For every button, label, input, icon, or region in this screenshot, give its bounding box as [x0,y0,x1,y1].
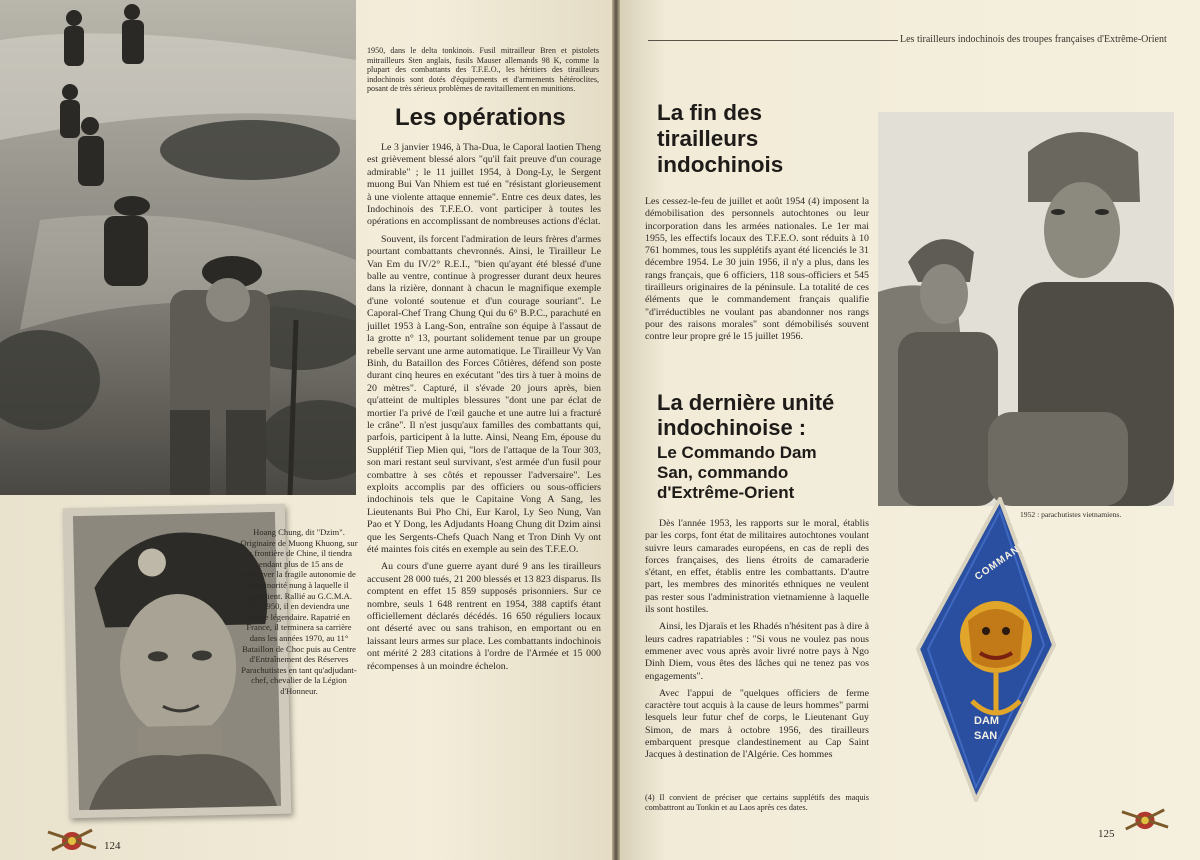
book-gutter [612,0,620,860]
section-title-end: La fin des tirailleurs indochinois [657,100,784,177]
section-title-operations: Les opérations [395,104,566,131]
right-page [620,0,1200,860]
section-title-last-unit: La dernière unité indochinoise : [657,390,835,440]
portrait-caption: Hoang Chung, dit "Dzim". Originaire de Muong Khuong, sur la frontière de Chine, il tiendra pendant plus de 15 ans de préserver la fragile autonomie de la minorité nung à laquelle il appartient. Rallié au G.C.M.A. dès 1950, il en deviendra une figure légendaire. Rapatrié en France, il terminera sa carrière dans les années 1970, au 11° Bataillon de Choc puis au Centre d'Entraînement des Réserves Parachutistes en tant qu'adjudant-chef, chevalier de la Légion d'Honneur. [240,527,358,696]
badge-label-bottom-1: DAM [974,715,1000,727]
running-header: Les tirailleurs indochinois des troupes françaises d'Extrême-Orient [900,34,1167,45]
running-header-rule [648,40,898,41]
unit-insignia-icon-left [46,826,98,852]
badge-label-bottom-2: SAN [974,730,998,742]
paratroopers-caption: 1952 : parachutistes vietnamiens. [1020,510,1122,519]
intro-caption: 1950, dans le delta tonkinois. Fusil mitrailleur Bren et pistolets mitrailleurs Sten anglais, fusils Mauser allemands 98 K, comme la plupart des combattants des T.F.E.O., les héritiers des tirailleurs indochinois sont dotés d'équipements et d'armements hétéroclites, posant de très sérieux problèmes de ravitaillement en munitions. [367,46,599,94]
paratroopers-photo [878,112,1174,506]
operations-paragraph-3: Au cours d'une guerre ayant duré 9 ans les tirailleurs accusent 28 000 tués, 21 200 blessés et 13 823 disparus. Ils comptent en effet 15 859 supposés prisonniers. Sur ce nombre, seuls 1 648 rentrent en 1954, 388 captifs étant officiellement déclarés décédés. 16 650 réguliers locaux ont déserté avec ou sans trahison, en emportant ou en laissant leurs armes sur place. Les combattants indochinois ont mérité 2 283 citations à l'ordre de l'Armée et 15 000 récompenses à un moindre échelon. [367,561,601,672]
page-number-left: 124 [104,840,121,852]
footnote: (4) Il convient de préciser que certains supplétifs des maquis combattront au Tonkin et au Laos après ces dates. [645,793,869,812]
operations-paragraph-2: Souvent, ils forcent l'admiration de leurs frères d'armes pourtant combattants chevronnés. Ainsi, le Tirailleur Le Van Em du IV/2° R.E.I., "bien qu'ayant été blessé d'une balle au ventre, continue à progresser durant deux heures dans la rizière, donnant à chacun le magnifique exemple d'une volonté soutenue et d'un courage souriant". Le Caporal-Chef Trang Chung Qui du 6° B.P.C., parachuté en juillet 1953 à Lang-Son, entraîne son équipe à l'assaut de la grotte n° 13, pourtant solidement tenue par un groupe rebelle servant une arme automatique. Le Tirailleur Vy Van Binh, du Bataillon des Forces Côtières, défend son poste durant cinq heures en exécutant "des tirs à tuer à moins de 20 mètres". Capturé, il s'évade 20 jours après, bien qu'atteint de multiples blessures "dont une par éclat de mortier l'a privé de l'œil gauche et une autre lui a fracturé le crâne". Il n'est jusqu'aux familles des combattants qui, parfois, participent à la lutte. Ainsi, Neang Em, épouse du Supplétif Tiep Mien qui, "lors de l'attaque de la Tour 303, son mari restant seul survivant, s'est armée d'un fusil pour combattre à ses côtés et repousser l'adversaire". Les exploits accomplis par des officiers ou sous-officiers indochinois tels que le Capitaine Vong A Sang, les Lieutenants Bui Pho Chi, Eur Karol, Ly Seo Nung, Van Pao et Y Dong, les Adjudants Hoang Chung dit Dzim ainsi que les Sergents-Chefs Quach Nang et Tron Dinh Vy ont été maintes fois cités en exemple au sein des T.F.E.O. [367,233,601,555]
section-subtitle-dam-san: Le Commando Dam San, commando d'Extrême-Orient [657,443,817,502]
soldiers-paddy-photo [0,0,356,495]
operations-paragraph-1: Le 3 janvier 1946, à Tha-Dua, le Caporal laotien Theng est grièvement blessé alors "qu'il fait preuve d'un courage admirable" ; le 11 juillet 1954, à Dong-Ly, le Sergent muong Bui Van Nhiem est tué en "résistant glorieusement à une violente attaque ennemie". Entre ces deux dates, les Indochinois des T.F.E.O. vont participer à toutes les opérations en accomplissant de nombreuses actions d'éclat. [367,142,601,228]
operations-text [367,142,601,678]
badge-label-top: COMMANDO [973,534,1037,583]
last-unit-paragraph-2: Ainsi, les Djaraïs et les Rhadés n'hésitent pas à dire à leurs cadres rapatriables : "Si vous ne voulez pas nous emmener avec vous après avoir livré notre pays à Ngo Dinh Diem, vous êtes des lâches qui ne tenez pas vos engagements". [645,621,869,682]
page-number-right: 125 [1098,828,1115,840]
last-unit-paragraph-3: Avec l'appui de "quelques officiers de ferme caractère tout acquis à la cause de leurs hommes" parmi lesquels leur futur chef de corps, le Lieutenant Guy Simon, de mars à octobre 1956, des tirailleurs embarquent presque clandestinement au Cap Saint Jacques à destination de l'Algérie. Ces hommes [645,687,869,761]
end-text: Les cessez-le-feu de juillet et août 1954 (4) imposent la démobilisation des personnels autochtones ou leur incorporation dans les armées nationales. Le 1er mai 1955, les effectifs locaux des T.F.E.O. sont réduits à 10 761 hommes, tous les supplétifs ayant été licenciés le 31 décembre 1954. Le 30 juin 1956, il n'y a plus, dans les rangs français, que 6 officiers, 118 sous-officiers et 545 tirailleurs originaires de la péninsule. La totalité de ces éléments que le commandement français qualifie "d'irréductibles ne voulant pas abandonner nos rangs pour des raisons morales" sont démobilisés souvent contre leur propre gré le 15 juillet 1956. [645,196,869,343]
unit-insignia-icon-right [1120,806,1170,832]
last-unit-paragraph-1: Dès l'année 1953, les rapports sur le moral, établis par les corps, font état de militaires autochtones voulant suivre leurs camarades européens, en cas de repli des forces françaises, des liens étroits de camaraderie s'étant, en effet, établis entre les combattants. D'autre part, les membres des minorités ethniques ne veulent pas rester sous l'administration vietnamienne à laquelle ils sont hostiles. [645,518,869,616]
commando-dam-san-badge [916,497,1056,802]
last-unit-text [645,518,869,767]
